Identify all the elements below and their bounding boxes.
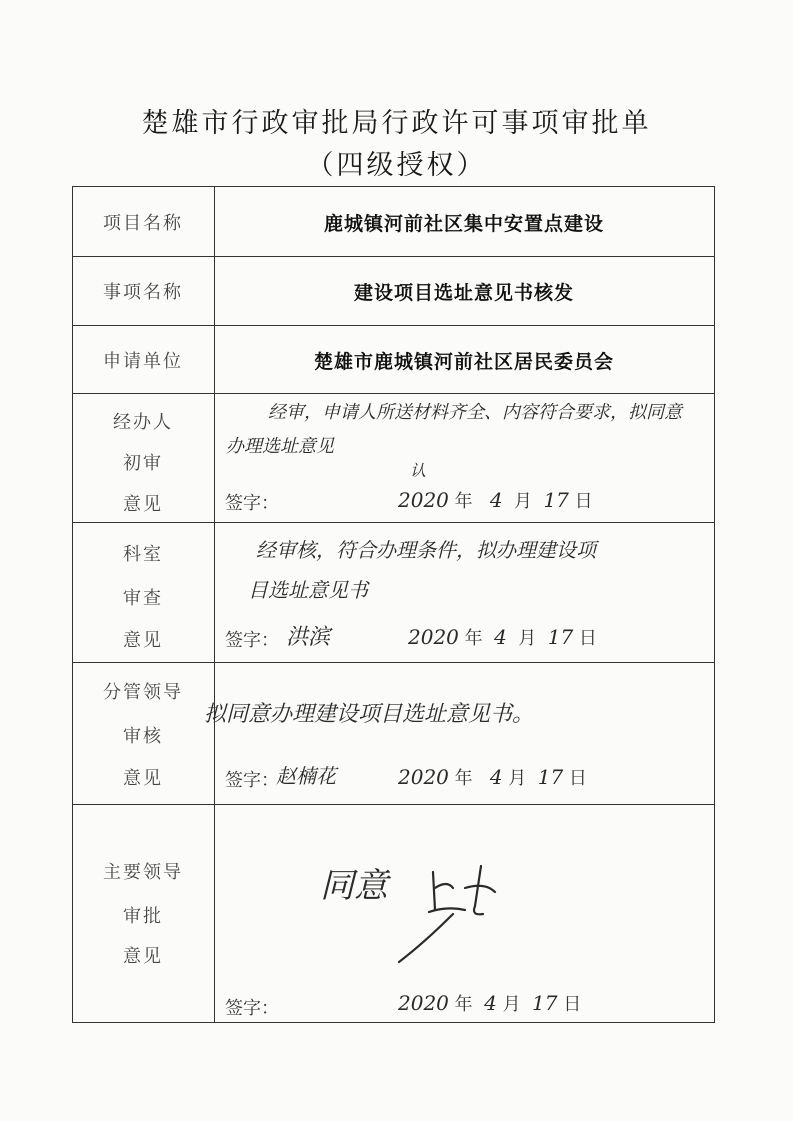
deputy-signature: 赵楠花 bbox=[276, 764, 336, 788]
handler-initial-mark: 认 bbox=[410, 461, 427, 480]
deputy-label-line-3: 意见 bbox=[123, 768, 163, 789]
deputy-date-month: 4 bbox=[489, 765, 503, 789]
deputy-sign-label: 签字： bbox=[225, 770, 279, 791]
director-date-year: 2020 bbox=[398, 991, 449, 1015]
handler-sign-label: 签字： bbox=[225, 493, 279, 514]
day-unit: 日 bbox=[568, 768, 587, 789]
handler-label-line-1: 经办人 bbox=[113, 412, 173, 433]
handler-date bbox=[398, 487, 593, 513]
director-date-month: 4 bbox=[484, 991, 497, 1015]
year-unit: 年 bbox=[454, 768, 473, 789]
handler-label-line-3: 意见 bbox=[123, 494, 163, 515]
deputy-date-year: 2020 bbox=[398, 765, 449, 789]
department-label-line-2: 审查 bbox=[123, 588, 163, 609]
department-date-day: 17 bbox=[547, 625, 574, 649]
month-unit: 月 bbox=[514, 491, 532, 512]
deputy-label-line-1: 分管领导 bbox=[103, 682, 183, 703]
handler-label-line-2: 初审 bbox=[123, 453, 163, 474]
item-name-value: 建设项目选址意见书核发 bbox=[353, 282, 574, 304]
department-label-line-3: 意见 bbox=[123, 630, 163, 651]
handler-opinion-line-1: 经审，申请人所送材料齐全、内容符合要求，拟同意 bbox=[268, 402, 682, 423]
month-unit: 月 bbox=[518, 628, 537, 649]
director-date-day: 17 bbox=[532, 991, 558, 1015]
item-name-label: 事项名称 bbox=[103, 282, 183, 303]
department-label-line-1: 科室 bbox=[123, 544, 163, 565]
director-sign-label: 签字： bbox=[225, 998, 279, 1019]
handler-opinion-line-2: 办理选址意见 bbox=[226, 436, 334, 457]
department-opinion-line-2: 目选址意见书 bbox=[248, 578, 368, 602]
year-unit: 年 bbox=[464, 628, 483, 649]
month-unit: 月 bbox=[502, 994, 521, 1015]
director-label-line-3: 意见 bbox=[123, 946, 163, 967]
director-label-line-2: 审批 bbox=[123, 906, 163, 927]
department-date-year: 2020 bbox=[408, 625, 459, 649]
day-unit: 日 bbox=[574, 491, 593, 512]
department-date-month: 4 bbox=[494, 625, 507, 649]
deputy-date-day: 17 bbox=[537, 765, 564, 789]
day-unit: 日 bbox=[578, 628, 597, 649]
director-date bbox=[398, 990, 581, 1016]
day-unit: 日 bbox=[563, 994, 582, 1015]
department-opinion-line-1: 经审核，符合办理条件，拟办理建设项 bbox=[256, 538, 596, 562]
project-name-label: 项目名称 bbox=[103, 213, 183, 234]
department-sign-label: 签字： bbox=[225, 630, 279, 651]
handler-date-day: 17 bbox=[543, 488, 569, 512]
handler-date-month: 4 bbox=[489, 488, 503, 512]
department-date bbox=[408, 624, 597, 650]
director-label-line-1: 主要领导 bbox=[103, 862, 183, 883]
applicant-value: 楚雄市鹿城镇河前社区居民委员会 bbox=[313, 351, 614, 373]
project-name-value: 鹿城镇河前社区集中安置点建设 bbox=[323, 213, 604, 235]
form-title: 楚雄市行政审批局行政许可事项审批单 bbox=[141, 108, 652, 139]
director-signature-scribble bbox=[395, 858, 505, 968]
deputy-opinion-line-1: 拟同意办理建设项目选址意见书。 bbox=[204, 702, 535, 727]
deputy-label-line-2: 审核 bbox=[123, 726, 163, 747]
applicant-label: 申请单位 bbox=[103, 351, 183, 372]
year-unit: 年 bbox=[454, 491, 473, 512]
deputy-date bbox=[398, 764, 587, 790]
director-opinion-line-1: 同意 bbox=[320, 866, 388, 906]
department-signature: 洪滨 bbox=[286, 625, 331, 650]
year-unit: 年 bbox=[454, 994, 473, 1015]
month-unit: 月 bbox=[508, 768, 527, 789]
handler-date-year: 2020 bbox=[398, 488, 449, 512]
form-subtitle: （四级授权） bbox=[306, 150, 487, 181]
